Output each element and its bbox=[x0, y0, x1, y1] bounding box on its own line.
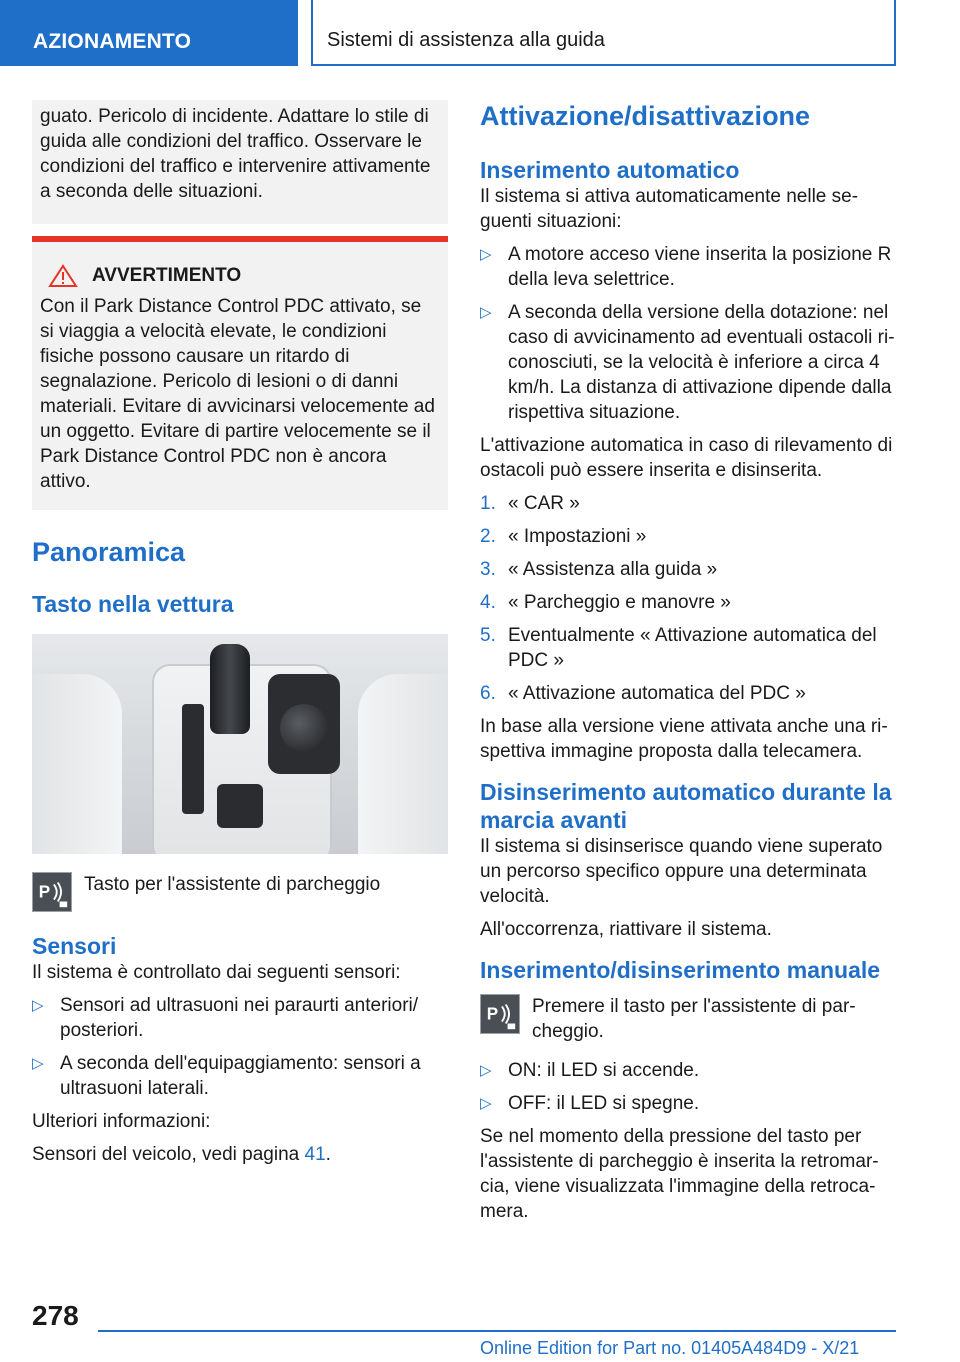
sensor-reference: Sensori del veicolo, vedi pagina 41. bbox=[32, 1144, 331, 1165]
reverse-note: Se nel momento della pressione del tasto per l'assistente di parcheggio è inserita la retromar- cia, viene visualizzata l'immagine della retroca- mera. bbox=[480, 1126, 879, 1222]
list-item: ▷ A seconda della versione della dotazione: nel caso di avvicinamento ad eventuali ostacoli ri- conosciuti, se la velocità è inferiore a circa 4 km/h. La distanza di attivazione dipende dalla rispettiva situazione. bbox=[480, 302, 895, 423]
heading-manual: Inserimento/disinserimento manuale bbox=[480, 957, 881, 983]
warning-title: AVVERTIMENTO bbox=[92, 265, 242, 286]
caution-continued-text: guato. Pericolo di incidente. Adattare lo stile di guida alle condizioni del traffico. Osservare le condizioni del traffico e intervenire attivamente a seconda delle situazioni. bbox=[40, 106, 431, 202]
list-item: 4. « Parcheggio e manovre » bbox=[480, 592, 731, 613]
park-assist-button-icon bbox=[480, 994, 520, 1034]
auto-obstacle-text: L'attivazione automatica in caso di rilevamento di ostacoli può essere inserita e disinserita. bbox=[480, 435, 893, 481]
footer-divider bbox=[98, 1330, 896, 1332]
list-item: ▷ Sensori ad ultrasuoni nei paraurti anteriori/ posteriori. bbox=[32, 995, 419, 1041]
section-tab bbox=[0, 0, 298, 66]
triangle-bullet-icon: ▷ bbox=[32, 1055, 44, 1072]
heading-auto-off: Disinserimento automatico durante la marcia avanti bbox=[480, 779, 892, 833]
auto-conditions-list bbox=[480, 242, 896, 425]
list-item: 6. « Attivazione automatica del PDC » bbox=[480, 683, 806, 704]
sensors-intro: Il sistema è controllato dai seguenti sensori: bbox=[32, 962, 401, 983]
triangle-bullet-icon: ▷ bbox=[480, 1095, 492, 1112]
auto-intro: Il sistema si attiva automaticamente nelle se- guenti situazioni: bbox=[480, 186, 859, 232]
heading-button-in-vehicle: Tasto nella vettura bbox=[32, 591, 234, 617]
list-item: 3. « Assistenza alla guida » bbox=[480, 559, 718, 580]
heading-sensors: Sensori bbox=[32, 933, 117, 959]
page-link[interactable]: 41 bbox=[304, 1144, 326, 1165]
warning-box bbox=[32, 236, 448, 510]
edition-text: Online Edition for Part no. 01405A484D9 - X/21 bbox=[480, 1338, 860, 1358]
svg-text:P: P bbox=[38, 882, 51, 902]
list-item: ▷ A motore acceso viene inserita la posizione R della leva selettrice. bbox=[480, 244, 892, 290]
heading-activation: Attivazione/disattivazione bbox=[480, 101, 811, 131]
led-states-list bbox=[480, 1058, 896, 1116]
button-caption-row bbox=[32, 872, 448, 912]
warning-heading bbox=[40, 264, 440, 288]
triangle-bullet-icon: ▷ bbox=[480, 304, 492, 321]
svg-text:P: P bbox=[486, 1004, 499, 1024]
list-item: ▷ ON: il LED si accende. bbox=[480, 1060, 700, 1081]
list-item: ▷ OFF: il LED si spegne. bbox=[480, 1093, 700, 1114]
list-item: ▷ A seconda dell'equipaggiamento: sensori a ultrasuoni laterali. bbox=[32, 1053, 421, 1099]
manual-text: Premere il tasto per l'assistente di par- cheggio. bbox=[532, 996, 856, 1042]
more-info-label: Ulteriori informazioni: bbox=[32, 1111, 211, 1132]
list-item: 5. Eventualmente « Attivazione automatica del PDC » bbox=[480, 625, 877, 671]
section-title: AZIONAMENTO bbox=[33, 30, 192, 53]
center-console-photo bbox=[32, 634, 448, 854]
button-caption: Tasto per l'assistente di parcheggio bbox=[84, 874, 381, 895]
chapter-title: Sistemi di assistenza alla guida bbox=[327, 29, 605, 51]
manual-row bbox=[480, 994, 896, 1044]
list-item: 1. « CAR » bbox=[480, 493, 580, 514]
left-column bbox=[32, 100, 448, 1175]
chapter-header bbox=[311, 0, 896, 66]
heading-overview: Panoramica bbox=[32, 537, 186, 567]
right-column bbox=[480, 100, 896, 1232]
triangle-bullet-icon: ▷ bbox=[32, 997, 44, 1014]
triangle-bullet-icon: ▷ bbox=[480, 1062, 492, 1079]
menu-steps-list bbox=[480, 491, 896, 706]
triangle-bullet-icon: ▷ bbox=[480, 246, 492, 263]
reactivate-text: All'occorrenza, riattivare il sistema. bbox=[480, 919, 772, 940]
page-number: 278 bbox=[32, 1300, 79, 1331]
caution-continued-box bbox=[32, 100, 448, 224]
list-item: 2. « Impostazioni » bbox=[480, 526, 647, 547]
heading-auto-on: Inserimento automatico bbox=[480, 157, 740, 183]
warning-text: Con il Park Distance Control PDC attivato, se si viaggia a velocità elevate, le condizioni fisiche possono causare un ritardo di segnalazione. Pericolo di lesioni o di danni materiali. Evitare di avvicinarsi velocemente ad un oggetto. Evitare di partire velocemente se il Park Distance Control PDC non è ancora attivo. bbox=[40, 296, 435, 492]
auto-off-text: Il sistema si disinserisce quando viene superato un percorso specifico oppure una determinata velocità. bbox=[480, 836, 883, 907]
camera-note: In base alla versione viene attivata anche una ri- spettiva immagine proposta dalla telecamera. bbox=[480, 716, 888, 762]
park-assist-button-icon bbox=[32, 872, 72, 912]
sensors-list bbox=[32, 993, 448, 1101]
warning-triangle-icon bbox=[48, 264, 78, 288]
